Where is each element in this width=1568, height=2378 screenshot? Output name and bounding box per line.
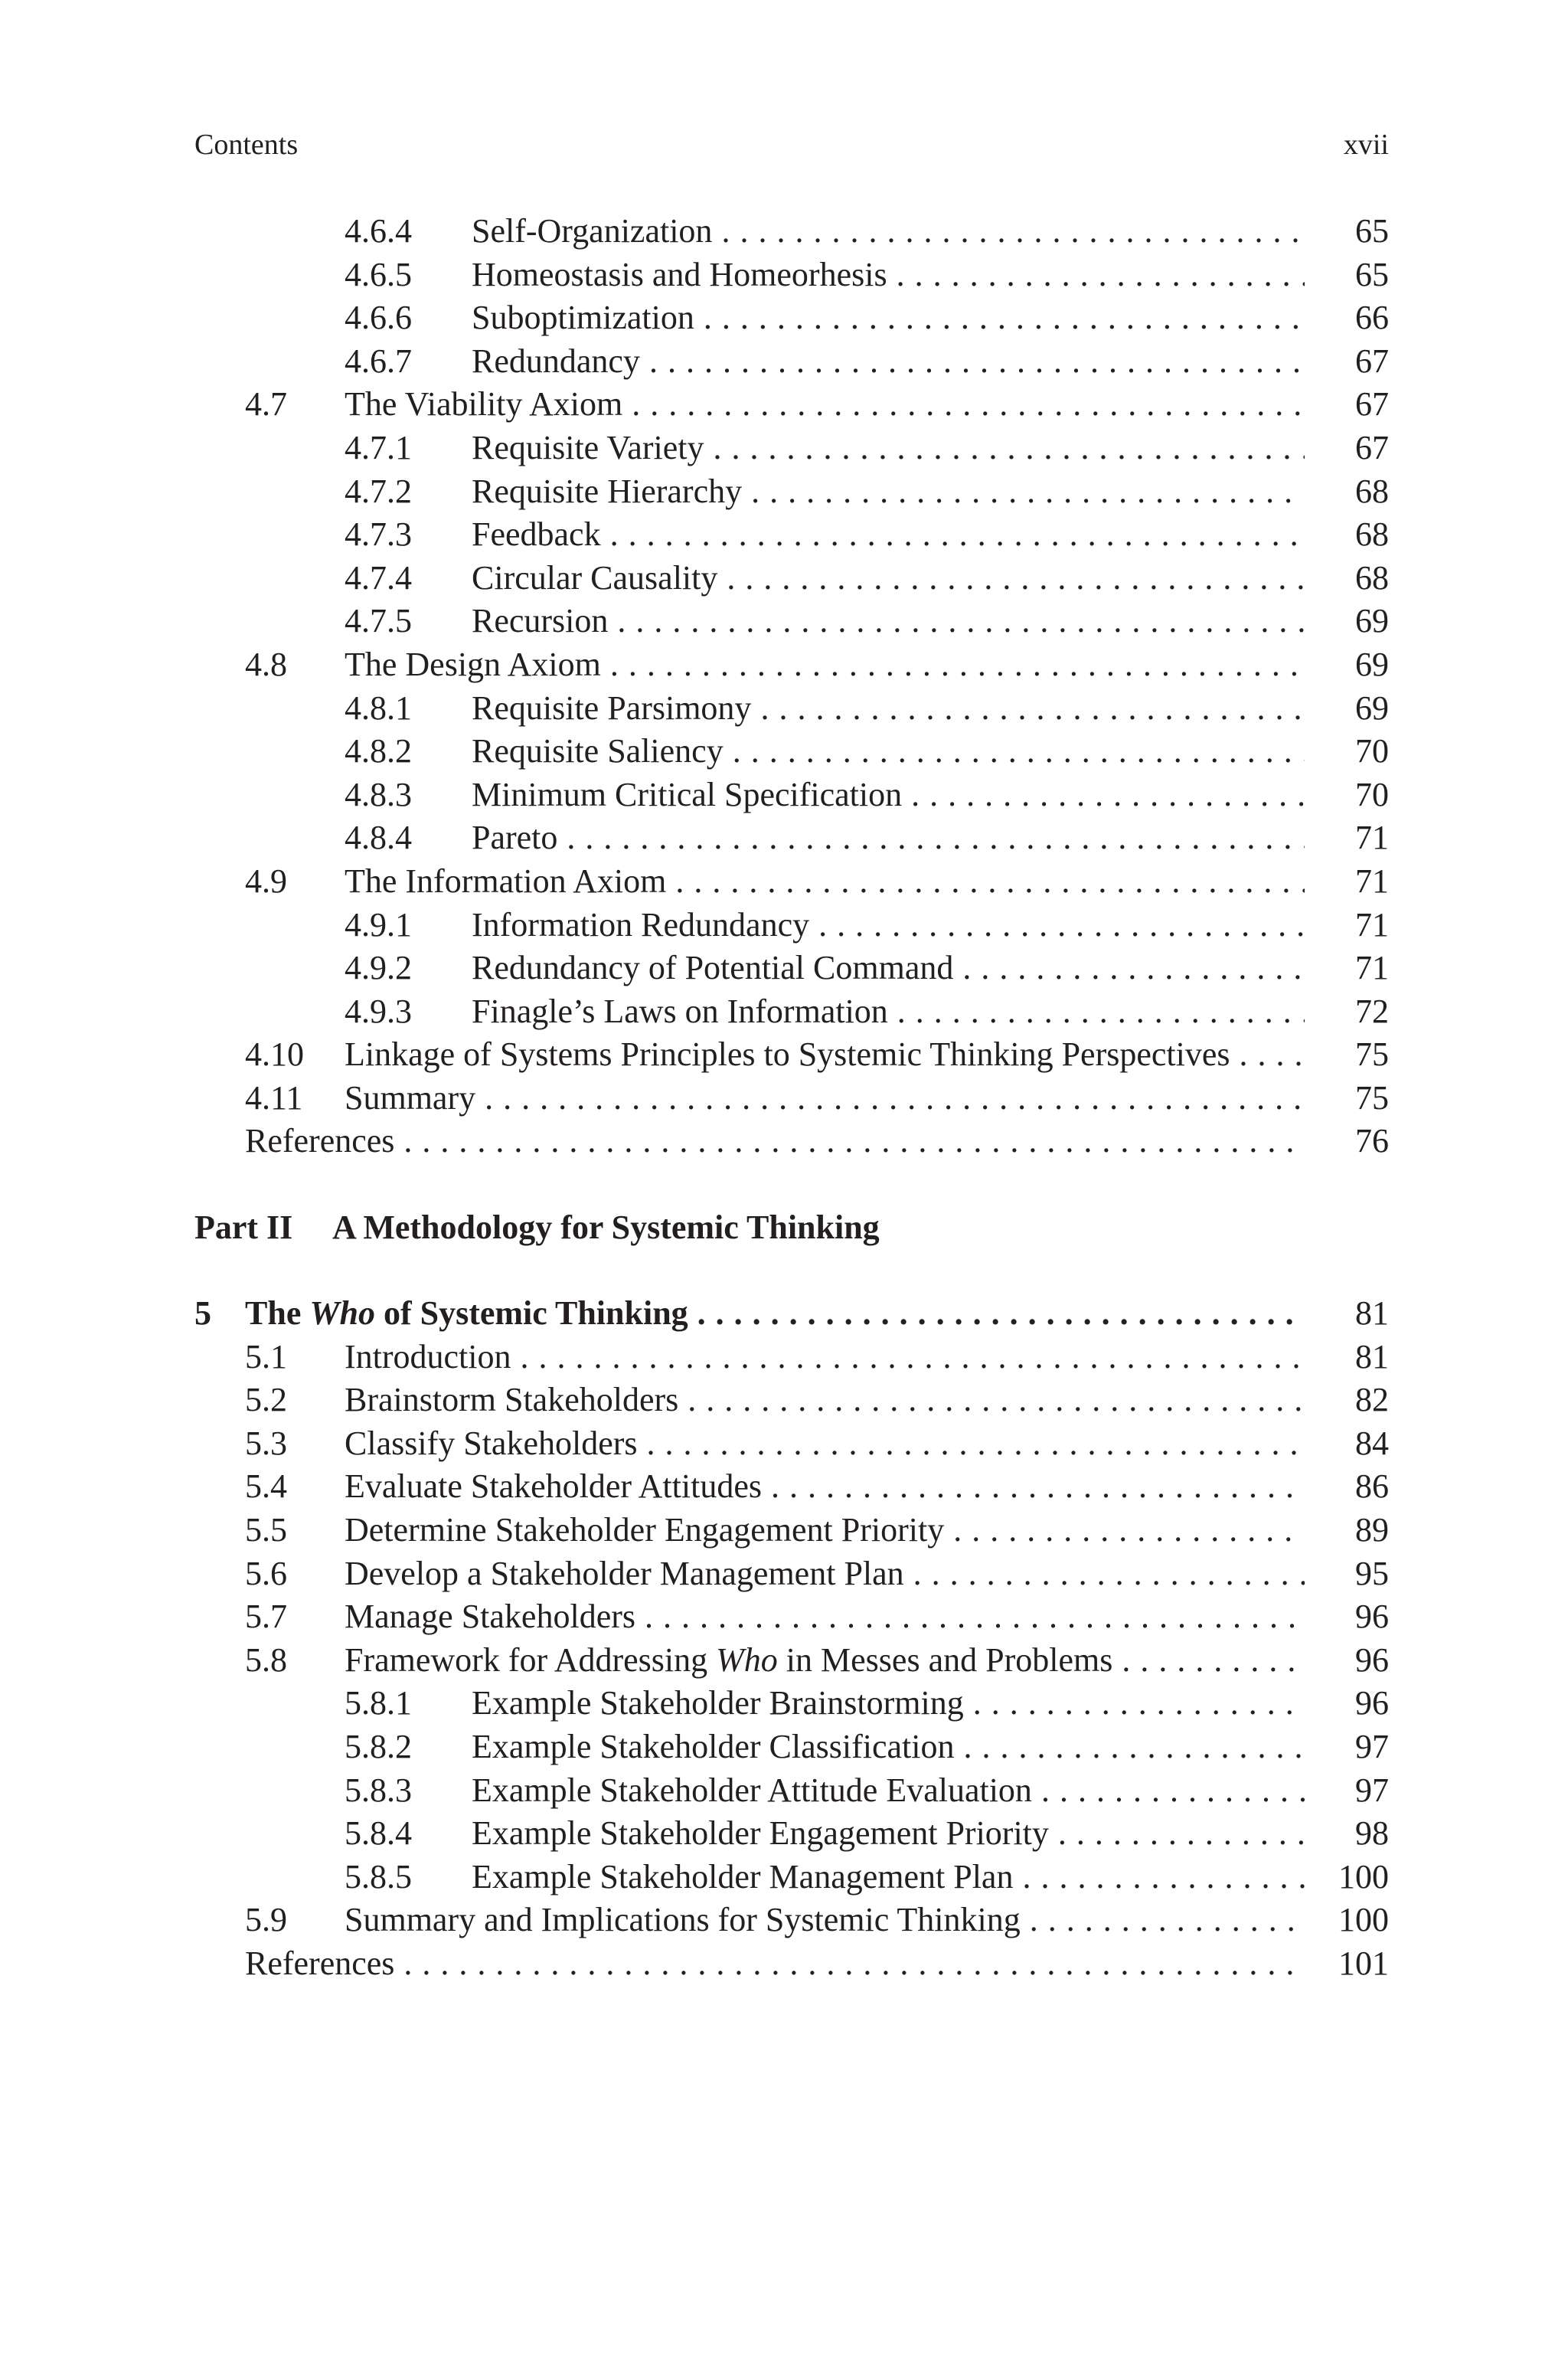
toc-entry-title: Introduction . . .	[345, 1336, 1305, 1379]
toc-entry-title: Finagle’s Laws on Information . . .	[472, 990, 1305, 1034]
toc-entry-number: 5.6	[245, 1554, 287, 1592]
toc-entry-number: 4.7.5	[345, 602, 412, 640]
toc-entry[interactable]	[194, 1769, 1389, 1813]
part-heading[interactable]	[194, 1205, 1389, 1251]
toc-entry-page: 65	[1355, 212, 1389, 250]
toc-entry-number: 4.6.4	[345, 212, 412, 250]
toc-chapter-number: 5	[194, 1294, 211, 1332]
toc-entry[interactable]	[194, 600, 1389, 643]
toc-entry[interactable]	[194, 1033, 1389, 1077]
toc-entry-title: Develop a Stakeholder Management Plan . . .	[345, 1552, 1305, 1596]
toc-entry-page: 100	[1338, 1857, 1389, 1896]
toc-chapter-5-subsections	[194, 1682, 1389, 1985]
toc-chapter-page: 81	[1355, 1294, 1389, 1332]
toc-entry-number: 5.8.3	[345, 1771, 412, 1809]
toc-entry-number: 5.1	[245, 1337, 287, 1375]
toc-entry-number: 4.7.2	[345, 472, 412, 510]
toc-entry[interactable]	[194, 1682, 1389, 1725]
part-label: Part II	[194, 1209, 293, 1246]
toc-entry[interactable]	[194, 383, 1389, 427]
toc-entry-number: 4.9.2	[345, 949, 412, 987]
toc-entry-number: 5.8.5	[345, 1857, 412, 1896]
toc-entry-title: Minimum Critical Specification . . .	[472, 774, 1305, 817]
toc-entry-title: Recursion . . .	[472, 600, 1305, 643]
toc-entry[interactable]	[194, 643, 1389, 687]
toc-entry-title: Linkage of Systems Principles to Systemic Thinking Perspectives . . .	[345, 1033, 1305, 1077]
toc-entry-page: 81	[1355, 1337, 1389, 1375]
toc-entry-number: 5.5	[245, 1510, 287, 1549]
toc-entry-page: 97	[1355, 1771, 1389, 1809]
toc-entry-page: 72	[1355, 992, 1389, 1030]
toc-entry-page: 89	[1355, 1510, 1389, 1549]
toc-entry-number: 4.8.4	[345, 819, 412, 857]
toc-chapter-title: The Who of Systemic Thinking . . .	[245, 1292, 1305, 1336]
toc-entry-page: 84	[1355, 1424, 1389, 1462]
toc-entry-number: 4.7.1	[345, 428, 412, 466]
toc-entry-number: 5.9	[245, 1901, 287, 1939]
toc-entry-page: 67	[1355, 428, 1389, 466]
toc-entry-title: Suboptimization . . .	[472, 296, 1305, 340]
toc-entry-title: The Design Axiom . . .	[345, 643, 1305, 687]
toc-entry-page: 65	[1355, 255, 1389, 293]
toc-entry[interactable]	[194, 1639, 1389, 1683]
toc-entry-page: 70	[1355, 775, 1389, 813]
toc-entry[interactable]	[194, 1725, 1389, 1769]
toc-entry-number: 4.8.1	[345, 689, 412, 727]
toc-entry[interactable]	[194, 730, 1389, 774]
page-number: xvii	[1343, 129, 1389, 161]
toc-references[interactable]	[194, 1942, 1389, 1986]
toc-entry-title: Pareto . . .	[472, 816, 1305, 860]
toc-entry-page: 71	[1355, 862, 1389, 900]
toc-entry-number: 5.8.2	[345, 1727, 412, 1765]
toc-entry[interactable]	[194, 296, 1389, 340]
toc-entry-title: Manage Stakeholders . . .	[345, 1595, 1305, 1639]
toc-entry-title: Feedback . . .	[472, 513, 1305, 557]
toc-entry-title: Example Stakeholder Brainstorming . . .	[472, 1682, 1305, 1725]
toc-entry[interactable]	[194, 1509, 1389, 1552]
toc-entry-number: 5.3	[245, 1424, 287, 1462]
toc-entry-title: Summary and Implications for Systemic Thinking . . .	[345, 1899, 1305, 1942]
toc-entry-title: Requisite Saliency . . .	[472, 730, 1305, 774]
toc-entry-number: 5.8.4	[345, 1814, 412, 1853]
toc-entry-title: The Viability Axiom . . .	[345, 383, 1305, 427]
toc-entry-page: 82	[1355, 1381, 1389, 1419]
toc-entry-page: 70	[1355, 732, 1389, 770]
toc-entry-page: 101	[1338, 1944, 1389, 1982]
toc-entry-title: Information Redundancy . . .	[472, 904, 1305, 947]
toc-entry-page: 75	[1355, 1078, 1389, 1117]
toc-entry-title: The Information Axiom . . .	[345, 860, 1305, 904]
toc-entry-number: 4.7.3	[345, 515, 412, 554]
toc-entry-number: 4.9	[245, 862, 287, 900]
toc-entry-title: Requisite Hierarchy . . .	[472, 470, 1305, 514]
toc-entry[interactable]	[194, 1856, 1389, 1899]
toc-entry-title: Homeostasis and Homeorhesis . . .	[472, 254, 1305, 297]
toc-references[interactable]	[194, 1120, 1389, 1163]
toc-entry-page: 71	[1355, 949, 1389, 987]
toc-entry-page: 75	[1355, 1035, 1389, 1074]
toc-entry-page: 69	[1355, 602, 1389, 640]
running-head	[194, 126, 1389, 164]
toc-entry-page: 71	[1355, 819, 1389, 857]
toc-entry-title: Example Stakeholder Classification . . .	[472, 1725, 1305, 1769]
toc-entry-title: Brainstorm Stakeholders . . .	[345, 1379, 1305, 1422]
toc-entry-title: References . . .	[245, 1120, 1305, 1163]
toc-entry[interactable]	[194, 210, 1389, 254]
toc-entry-page: 97	[1355, 1727, 1389, 1765]
toc-entry[interactable]	[194, 947, 1389, 990]
toc-entry[interactable]	[194, 1899, 1389, 1942]
toc-entry-page: 67	[1355, 342, 1389, 380]
toc-entry-title: Framework for Addressing Who in Messes and Problems . . .	[345, 1639, 1305, 1683]
toc-entry[interactable]	[194, 816, 1389, 860]
toc-entry[interactable]	[194, 990, 1389, 1034]
toc-entry-number: 5.7	[245, 1598, 287, 1636]
toc-entry[interactable]	[194, 1465, 1389, 1509]
toc-entry-page: 95	[1355, 1554, 1389, 1592]
toc-entry-page: 66	[1355, 299, 1389, 337]
toc-entry-number: 4.11	[245, 1078, 303, 1117]
toc-entry-number: 4.6.5	[345, 255, 412, 293]
toc-entry-title: Example Stakeholder Engagement Priority . . .	[472, 1812, 1305, 1856]
toc-entry-number: 5.8.1	[345, 1684, 412, 1722]
toc-entry-number: 4.9.3	[345, 992, 412, 1030]
toc-entry-page: 96	[1355, 1598, 1389, 1636]
toc-entry-page: 69	[1355, 645, 1389, 683]
toc-entry-number: 4.6.7	[345, 342, 412, 380]
running-head-title: Contents	[194, 129, 299, 161]
toc-entry-number: 4.7	[245, 385, 287, 424]
toc-entry-number: 5.4	[245, 1467, 287, 1506]
toc-entry[interactable]	[194, 427, 1389, 470]
toc-entry[interactable]	[194, 904, 1389, 947]
toc-chapter-heading[interactable]	[194, 1292, 1389, 1336]
toc-entry[interactable]	[194, 1812, 1389, 1856]
toc-entry-title: Circular Causality . . .	[472, 557, 1305, 600]
toc-entry-page: 68	[1355, 558, 1389, 597]
toc-entry[interactable]	[194, 1422, 1389, 1466]
toc-entry-page: 100	[1338, 1901, 1389, 1939]
toc-entry-title: Example Stakeholder Attitude Evaluation . . .	[472, 1769, 1305, 1813]
toc-entry[interactable]	[194, 1077, 1389, 1120]
toc-entry-number: 4.7.4	[345, 558, 412, 597]
toc-entry[interactable]	[194, 1595, 1389, 1639]
toc-entry-page: 98	[1355, 1814, 1389, 1853]
toc-entry-page: 96	[1355, 1640, 1389, 1679]
toc-entry-number: 4.8	[245, 645, 287, 683]
toc-entry-page: 68	[1355, 515, 1389, 554]
toc-entry[interactable]	[194, 557, 1389, 600]
toc-part-heading	[194, 1205, 1389, 1251]
toc-entry-title: Summary . . .	[345, 1077, 1305, 1120]
toc-entry-page: 68	[1355, 472, 1389, 510]
toc-entry[interactable]	[194, 774, 1389, 817]
toc-entry-page: 96	[1355, 1684, 1389, 1722]
toc-entry[interactable]	[194, 340, 1389, 384]
toc-entry-title: Example Stakeholder Management Plan . . .	[472, 1856, 1305, 1899]
toc-entry[interactable]	[194, 1379, 1389, 1422]
toc-entry-title: Determine Stakeholder Engagement Priority . . .	[345, 1509, 1305, 1552]
toc-entry-page: 76	[1355, 1122, 1389, 1160]
toc-entry[interactable]	[194, 1552, 1389, 1596]
toc-entry-number: 4.10	[245, 1035, 304, 1074]
toc-entry[interactable]	[194, 1336, 1389, 1379]
toc-entry-number: 4.8.3	[345, 775, 412, 813]
toc-entry-number: 4.8.2	[345, 732, 412, 770]
toc-entry[interactable]	[194, 513, 1389, 557]
toc-entry[interactable]	[194, 470, 1389, 514]
toc-chapter-5	[194, 1292, 1389, 1986]
toc-entry-page: 69	[1355, 689, 1389, 727]
toc-entry-number: 5.2	[245, 1381, 287, 1419]
toc-entry[interactable]	[194, 860, 1389, 904]
toc-entry-title: Redundancy of Potential Command . . .	[472, 947, 1305, 990]
toc-entry-page: 71	[1355, 905, 1389, 944]
toc-entry[interactable]	[194, 254, 1389, 297]
toc-entry-number: 4.9.1	[345, 905, 412, 944]
toc-chapter-5-sections	[194, 1336, 1389, 1639]
toc-entry-title: Requisite Parsimony . . .	[472, 687, 1305, 731]
toc-entry-title: Evaluate Stakeholder Attitudes . . .	[345, 1465, 1305, 1509]
toc-entry-title: Requisite Variety . . .	[472, 427, 1305, 470]
toc-entry-title: Classify Stakeholders . . .	[345, 1422, 1305, 1466]
toc-entry-title: Self-Organization . . .	[472, 210, 1305, 254]
toc-entry-title: References . . .	[245, 1942, 1305, 1986]
toc-entry-title: Redundancy . . .	[472, 340, 1305, 384]
toc-entry-page: 67	[1355, 385, 1389, 424]
toc-entry[interactable]	[194, 687, 1389, 731]
toc-entry-number: 5.8	[245, 1640, 287, 1679]
part-title: A Methodology for Systemic Thinking	[332, 1209, 880, 1246]
toc-entry-page: 86	[1355, 1467, 1389, 1506]
toc-entry-number: 4.6.6	[345, 299, 412, 337]
toc-chapter-4-continued	[194, 210, 1389, 1163]
